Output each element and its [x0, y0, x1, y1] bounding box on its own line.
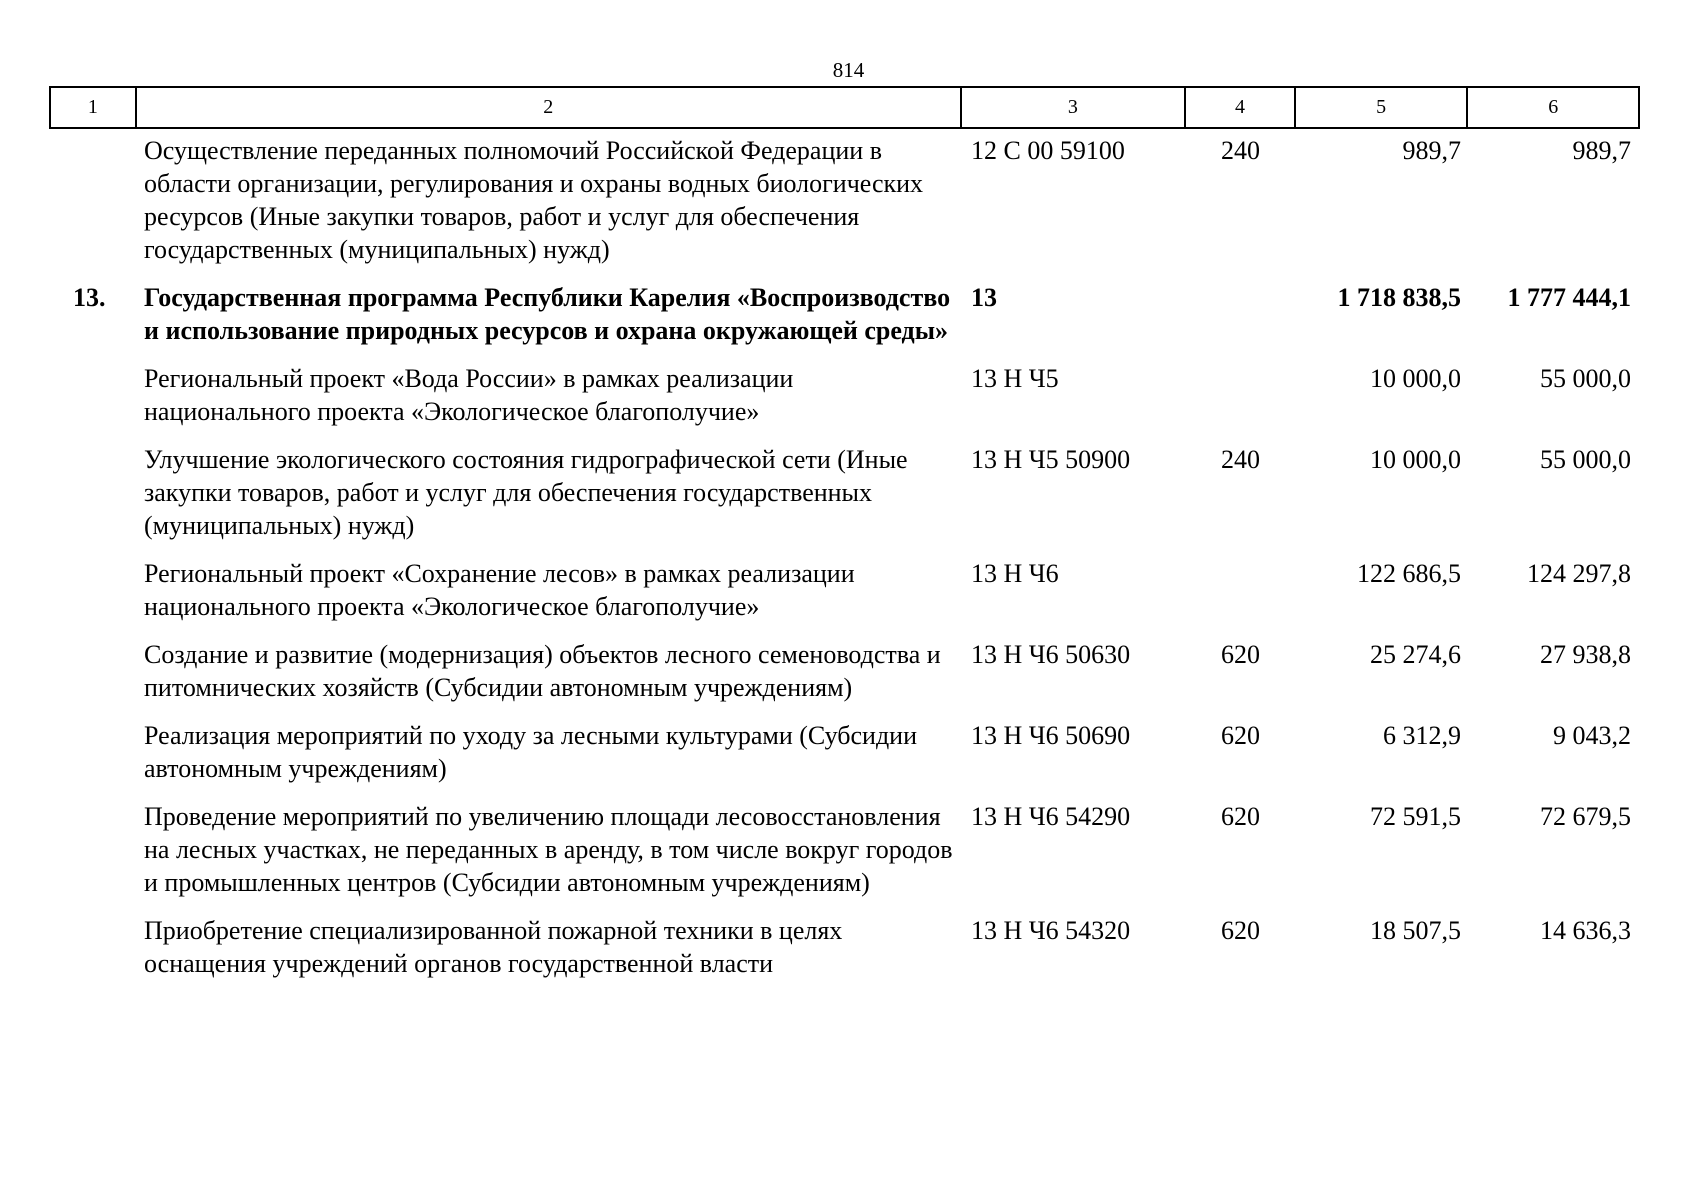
row-amount-col5: 25 274,6	[1370, 640, 1461, 669]
row-number	[49, 719, 135, 785]
row-amount-col5: 72 591,5	[1370, 802, 1461, 831]
row-amount-col5: 10 000,0	[1370, 364, 1461, 393]
table-body	[49, 134, 1640, 995]
header-col-5: 5	[1296, 88, 1469, 127]
row-expense-type: 620	[1221, 802, 1260, 831]
row-amount-col6: 14 636,3	[1540, 916, 1631, 945]
table-row	[49, 638, 1640, 719]
row-amount-col5: 18 507,5	[1370, 916, 1461, 945]
row-amount-col5: 989,7	[1402, 136, 1461, 165]
row-description: Проведение мероприятий по увеличению площади лесовосстановления на лесных участках, не переданных в аренду, в том числе вокруг городов и промышленных центров (Субсидии автономным учреждениям)	[144, 802, 953, 897]
row-description: Реализация мероприятий по уходу за лесными культурами (Субсидии автономным учреждениям)	[144, 721, 918, 783]
row-expense-type: 620	[1221, 721, 1260, 750]
row-description: Региональный проект «Сохранение лесов» в рамках реализации национального проекта «Экологическое благополучие»	[144, 559, 855, 621]
row-expense-type: 620	[1221, 640, 1260, 669]
row-expense-type: 240	[1221, 445, 1260, 474]
row-amount-col6: 55 000,0	[1540, 445, 1631, 474]
row-code: 13 Н Ч6 54290	[971, 802, 1131, 831]
row-amount-col6: 1 777 444,1	[1507, 283, 1631, 312]
row-number: 13.	[73, 283, 106, 312]
row-description: Приобретение специализированной пожарной техники в целях оснащения учреждений органов государственной власти	[144, 916, 843, 978]
header-col-4: 4	[1186, 88, 1296, 127]
row-code: 13 Н Ч5	[971, 364, 1059, 393]
row-number	[49, 638, 135, 704]
row-amount-col5: 122 686,5	[1357, 559, 1461, 588]
row-amount-col6: 9 043,2	[1553, 721, 1631, 750]
row-amount-col6: 27 938,8	[1540, 640, 1631, 669]
row-expense-type	[1187, 362, 1297, 428]
row-code: 13 Н Ч5 50900	[971, 445, 1131, 474]
row-code: 13 Н Ч6	[971, 559, 1059, 588]
row-amount-col5: 6 312,9	[1383, 721, 1461, 750]
row-description: Осуществление переданных полномочий Российской Федерации в области организации, регулирования и охраны водных биологических ресурсов (Иные закупки товаров, работ и услуг для обеспечения государственных (муниципальных) нужд)	[144, 136, 924, 264]
row-description: Создание и развитие (модернизация) объектов лесного семеноводства и питомнических хозяйств (Субсидии автономным учреждениям)	[144, 640, 941, 702]
row-description: Государственная программа Республики Карелия «Воспроизводство и использование природных ресурсов и охрана окружающей среды»	[144, 283, 951, 345]
header-col-3: 3	[962, 88, 1186, 127]
row-expense-type	[1187, 557, 1297, 623]
table-row	[49, 557, 1640, 638]
header-col-1: 1	[51, 88, 137, 127]
row-code: 13 Н Ч6 50690	[971, 721, 1131, 750]
table-row	[49, 281, 1640, 362]
row-number	[49, 362, 135, 428]
row-amount-col6: 989,7	[1572, 136, 1631, 165]
row-number	[49, 800, 135, 899]
row-amount-col5: 10 000,0	[1370, 445, 1461, 474]
table-row	[49, 719, 1640, 800]
row-expense-type	[1187, 281, 1297, 347]
header-col-6: 6	[1548, 96, 1559, 118]
table-row	[49, 800, 1640, 914]
table-row	[49, 443, 1640, 557]
row-number	[49, 443, 135, 542]
row-number	[49, 134, 135, 266]
row-amount-col6: 124 297,8	[1527, 559, 1631, 588]
row-code: 13 Н Ч6 54320	[971, 916, 1131, 945]
row-amount-col6: 72 679,5	[1540, 802, 1631, 831]
row-description: Улучшение экологического состояния гидрографической сети (Иные закупки товаров, работ и услуг для обеспечения государственных (муниципальных) нужд)	[144, 445, 908, 540]
row-number	[49, 914, 135, 980]
header-col-2: 2	[137, 88, 962, 127]
table-row	[49, 362, 1640, 443]
row-code: 13	[971, 283, 997, 312]
row-code: 12 С 00 59100	[971, 136, 1125, 165]
row-description: Региональный проект «Вода России» в рамках реализации национального проекта «Экологическое благополучие»	[144, 364, 794, 426]
page-number: 814	[832, 58, 865, 82]
table-header	[49, 86, 1640, 129]
row-number	[49, 557, 135, 623]
row-expense-type: 620	[1221, 916, 1260, 945]
table-row	[49, 914, 1640, 995]
table-row	[49, 134, 1640, 281]
row-code: 13 Н Ч6 50630	[971, 640, 1131, 669]
row-amount-col6: 55 000,0	[1540, 364, 1631, 393]
row-amount-col5: 1 718 838,5	[1337, 283, 1461, 312]
row-expense-type: 240	[1221, 136, 1260, 165]
